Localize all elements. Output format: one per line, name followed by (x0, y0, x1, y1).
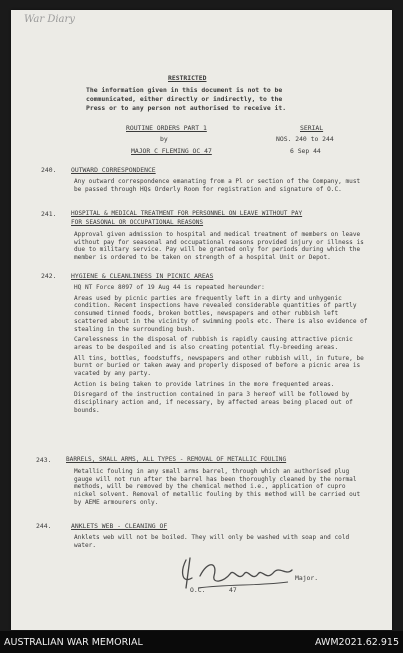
order-242-para-5: Action is being taken to provide latrines in the more frequented areas. (74, 380, 335, 388)
serial-label: SERIAL (300, 124, 324, 132)
order-244-para-1: Anklets web will not be boiled. They will only be washed with soap and cold water. (74, 534, 350, 549)
order-241-title-2: FOR SEASONAL OR OCCUPATIONAL REASONS (71, 219, 204, 226)
order-242-para-3: Carelessness in the disposal of rubbish is rapidly causing attractive picnic areas to be despoiled and is also creating potential fly-breeding areas. (74, 336, 353, 351)
order-243-number: 243. (36, 456, 52, 464)
order-242-body (74, 284, 370, 415)
orders-date: 6 Sep 44 (290, 147, 321, 155)
restricted-heading: RESTRICTED (168, 74, 207, 82)
order-243-body (74, 468, 370, 507)
footer-institution: AUSTRALIAN WAR MEMORIAL (4, 637, 143, 648)
signature-rank: Major. (295, 574, 319, 582)
signature-appointment: O.C. (190, 586, 206, 594)
order-244-number: 244. (36, 522, 52, 530)
order-242-title: HYGIENE & CLEANLINESS IN PICNIC AREAS (71, 272, 214, 280)
order-242-para-6: Disregard of the instruction contained in para 3 hereof will be followed by disciplinary action and, if necessary, by affected areas being placed out of bounds. (74, 391, 353, 414)
order-241-number: 241. (41, 210, 57, 218)
signature-unit: 47 (229, 586, 237, 594)
order-240-title: OUTWARD CORRESPONDENCE (71, 166, 156, 174)
order-242-para-1: HQ NT Force 8097 of 19 Aug 44 is repeated hereunder: (74, 284, 265, 291)
restriction-line-1: The information given in this document is not to be (86, 86, 283, 94)
order-243-para-1: Metallic fouling in any small arms barrel, through which an authorised plug gauge will not run after the barrel has been thoroughly cleaned by the normal methods, will be removed by the chemical method i.e., application of cupro nickel solvent. Removal of metallic fouling by this method will be carried out by AEME armourers only. (74, 468, 361, 506)
order-242-para-4: All tins, bottles, foodstuffs, newspapers and other rubbish will, in future, be burnt or buried or taken away and properly disposed of before a picnic area is vacated by any party. (74, 354, 364, 378)
orders-officer: MAJOR C FLEMING OC 47 (131, 147, 212, 155)
footer-bar (0, 631, 403, 653)
order-241-para-1: Approval given admission to hospital and medical treatment of members on leave without pay for seasonal and occupational reasons provided injury or illness is due to military service. Pay will be granted only for periods during which the member is ordered to be taken on strength of a hospital Unit or Depot. (74, 231, 364, 262)
orders-by: by (160, 135, 168, 143)
orders-title: ROUTINE ORDERS PART 1 (126, 124, 207, 132)
order-242-number: 242. (41, 272, 57, 280)
footer-accession-number: AWM2021.62.915 (314, 637, 399, 648)
serial-numbers: NOS. 240 to 244 (276, 135, 334, 143)
order-241-title-1: HOSPITAL & MEDICAL TREATMENT FOR PERSONNEL ON LEAVE WITHOUT PAY (71, 210, 303, 217)
order-241-body (74, 231, 370, 262)
restriction-line-2: communicated, either directly or indirectly, to the (86, 95, 283, 103)
order-244-title: ANKLETS WEB - CLEANING OF (71, 522, 168, 530)
order-240-body (74, 178, 370, 193)
order-243-title: BARRELS, SMALL ARMS, ALL TYPES - REMOVAL OF METALLIC FOULING (66, 456, 287, 463)
order-240-number: 240. (41, 166, 57, 174)
order-240-para-1: Any outward correspondence emanating from a Pl or section of the Company, must be passed through HQs Orderly Room for registration and signature of O.C. (74, 178, 361, 193)
handwritten-note: War Diary (24, 14, 75, 25)
order-244-body (74, 534, 370, 549)
order-242-para-2: Areas used by picnic parties are frequently left in a dirty and unhygenic condition. Recent inspections have revealed considerable quantities of partly consumed tinned foods, broken bottles, newspapers and other rubbish left scattered about in the vicinity of swimming pools etc. There is also evidence of stealing in the surrounding bush. (74, 294, 368, 333)
restriction-line-3: Press or to any person not authorised to receive it. (86, 104, 287, 112)
